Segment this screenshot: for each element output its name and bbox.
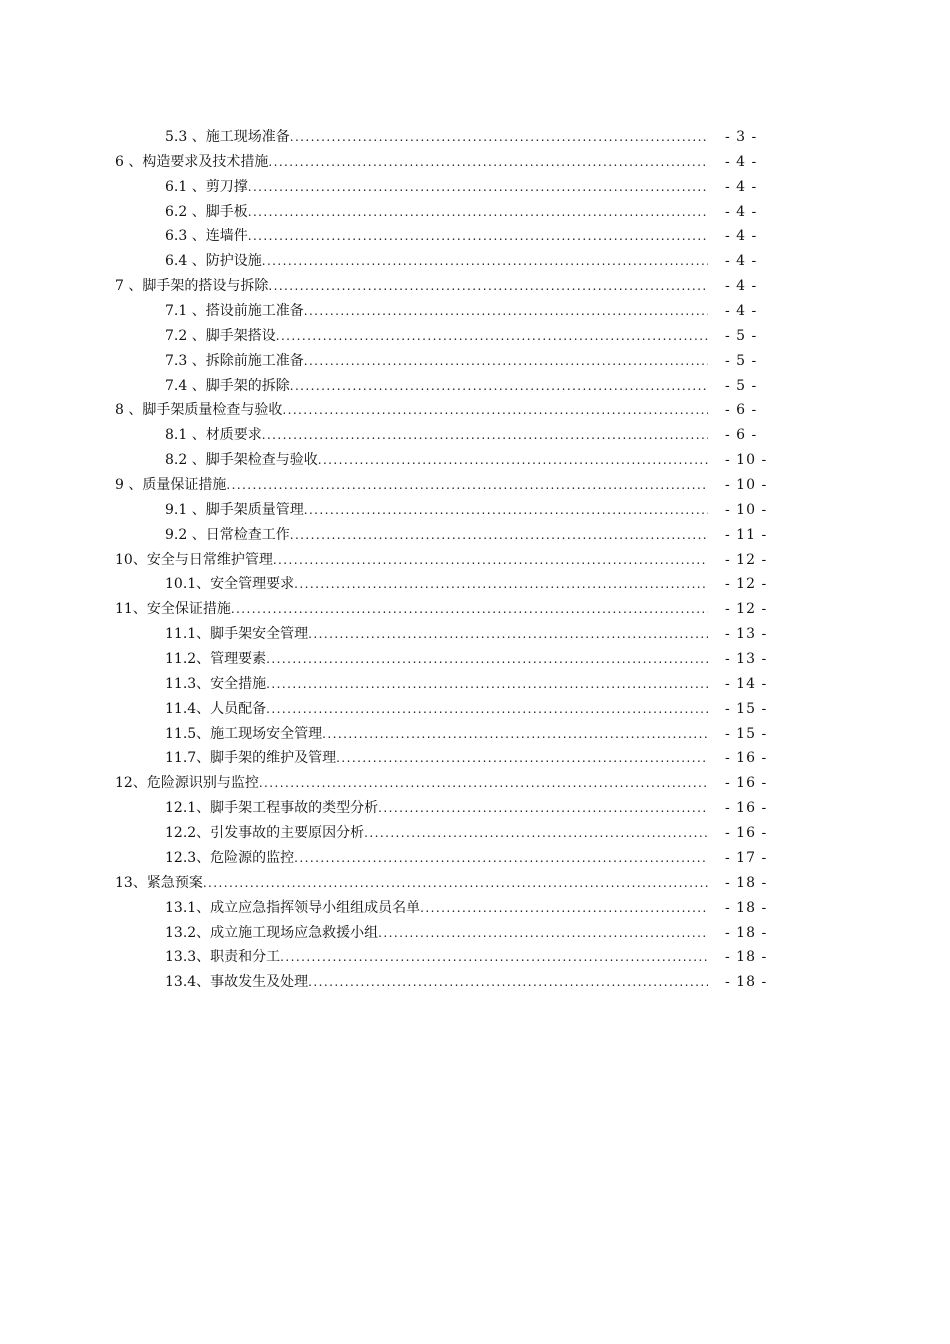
toc-entry[interactable] (0, 473, 950, 498)
toc-entry-page-number: - 6 - (725, 427, 758, 444)
toc-entry-title: 13.2、成立施工现场应急救援小组 . . . (165, 921, 708, 946)
toc-entry-page-number: - 16 - (725, 750, 768, 767)
toc-entry-title: 6.2 、脚手板 . . . (165, 200, 708, 225)
toc-entry-page-number: - 17 - (725, 849, 768, 866)
toc-entry-page-number: - 12 - (725, 576, 768, 593)
toc-entry-page-number: - 3 - (725, 129, 758, 145)
toc-entry-title: 13.4、事故发生及处理 . . . (165, 970, 708, 995)
toc-entry-title: 7.2 、脚手架搭设 . . . (165, 324, 708, 349)
toc-entry-title: 12.3、危险源的监控 . . . (165, 846, 708, 871)
toc-entry-page-number: - 18 - (725, 949, 768, 966)
toc-entry-title: 6 、构造要求及技术措施 . . . (115, 150, 708, 175)
toc-entry[interactable] (0, 896, 950, 921)
toc-entry[interactable] (0, 921, 950, 946)
toc-entry-page-number: - 16 - (725, 800, 768, 817)
toc-entry[interactable] (0, 945, 950, 970)
toc-entry[interactable] (0, 175, 950, 200)
toc-entry-title: 11.3、安全措施 . . . (165, 672, 708, 697)
toc-entry-page-number: - 12 - (725, 551, 768, 568)
toc-entry-title: 13.1、成立应急指挥领导小组组成员名单 . . . (165, 896, 708, 921)
toc-entry-page-number: - 4 - (725, 278, 758, 295)
toc-entry-title: 11.5、施工现场安全管理 . . . (165, 722, 708, 747)
toc-entry[interactable] (0, 821, 950, 846)
toc-entry-title: 11、安全保证措施 . . . (115, 597, 708, 622)
toc-entry[interactable] (0, 224, 950, 249)
toc-entry[interactable] (0, 423, 950, 448)
toc-entry-title: 8 、脚手架质量检查与验收 . . . (115, 398, 708, 423)
toc-entry-title: 7.4 、脚手架的拆除 . . . (165, 374, 708, 399)
toc-entry-page-number: - 15 - (725, 700, 768, 717)
toc-entry-page-number: - 13 - (725, 626, 768, 643)
toc-entry[interactable] (0, 846, 950, 871)
toc-entry[interactable] (0, 398, 950, 423)
toc-entry[interactable] (0, 572, 950, 597)
toc-entry-page-number: - 4 - (725, 178, 758, 195)
toc-entry[interactable] (0, 125, 950, 150)
toc-entry-title: 12、危险源识别与监控 . . . (115, 771, 708, 796)
toc-entry[interactable] (0, 622, 950, 647)
toc-entry-page-number: - 14 - (725, 675, 768, 692)
toc-entry-title: 10、安全与日常维护管理 . . . (115, 548, 708, 573)
toc-entry-page-number: - 5 - (725, 377, 758, 394)
toc-entry[interactable] (0, 548, 950, 573)
toc-entry[interactable] (0, 249, 950, 274)
toc-entry-page-number: - 10 - (725, 452, 768, 469)
toc-entry-title: 13.3、职责和分工 . . . (165, 945, 708, 970)
toc-entry-title: 8.1 、材质要求 . . . (165, 423, 708, 448)
toc-entry[interactable] (0, 374, 950, 399)
toc-entry[interactable] (0, 771, 950, 796)
toc-entry-page-number: - 5 - (725, 327, 758, 344)
toc-entry-page-number: - 16 - (725, 825, 768, 842)
toc-entry-page-number: - 4 - (725, 203, 758, 220)
toc-entry-title: 10.1、安全管理要求 . . . (165, 572, 708, 597)
toc-entry-title: 12.1、脚手架工程事故的类型分析 . . . (165, 796, 708, 821)
toc-entry-page-number: - 11 - (725, 526, 768, 543)
toc-entry[interactable] (0, 697, 950, 722)
table-of-contents (0, 125, 950, 995)
toc-entry-title: 11.7、脚手架的维护及管理 . . . (165, 746, 708, 771)
toc-entry[interactable] (0, 970, 950, 995)
toc-entry-page-number: - 4 - (725, 153, 758, 170)
toc-entry[interactable] (0, 746, 950, 771)
toc-entry-page-number: - 4 - (725, 303, 758, 320)
toc-entry[interactable] (0, 200, 950, 225)
toc-entry-page-number: - 15 - (725, 725, 768, 742)
toc-entry-page-number: - 12 - (725, 601, 768, 618)
toc-entry-title: 7.3 、拆除前施工准备 . . . (165, 349, 708, 374)
toc-entry-page-number: - 5 - (725, 352, 758, 369)
toc-entry[interactable] (0, 349, 950, 374)
toc-entry-title: 13、紧急预案 . . . (115, 871, 708, 896)
toc-entry[interactable] (0, 597, 950, 622)
toc-entry-title: 12.2、引发事故的主要原因分析 . . . (165, 821, 708, 846)
toc-entry-page-number: - 18 - (725, 974, 768, 991)
toc-entry-title: 9 、质量保证措施 . . . (115, 473, 708, 498)
toc-entry-title: 7.1 、搭设前施工准备 . . . (165, 299, 708, 324)
toc-entry-page-number: - 18 - (725, 899, 768, 916)
toc-entry[interactable] (0, 672, 950, 697)
toc-entry-page-number: - 6 - (725, 402, 758, 419)
toc-entry-page-number: - 4 - (725, 253, 758, 270)
toc-entry-page-number: - 13 - (725, 651, 768, 668)
toc-entry-title: 6.3 、连墙件 . . . (165, 224, 708, 249)
toc-entry[interactable] (0, 448, 950, 473)
toc-entry-page-number: - 10 - (725, 501, 768, 518)
toc-entry[interactable] (0, 523, 950, 548)
toc-entry-page-number: - 18 - (725, 924, 768, 941)
toc-entry-page-number: - 16 - (725, 775, 768, 792)
toc-entry[interactable] (0, 150, 950, 175)
toc-entry-title: 11.1、脚手架安全管理 . . . (165, 622, 708, 647)
toc-entry[interactable] (0, 871, 950, 896)
toc-entry[interactable] (0, 647, 950, 672)
toc-entry-title: 9.2 、日常检查工作 . . . (165, 523, 708, 548)
toc-entry-page-number: - 10 - (725, 477, 768, 494)
toc-entry[interactable] (0, 324, 950, 349)
toc-entry[interactable] (0, 498, 950, 523)
toc-entry-title: 6.4 、防护设施 . . . (165, 249, 708, 274)
toc-entry[interactable] (0, 274, 950, 299)
toc-entry[interactable] (0, 722, 950, 747)
toc-entry-page-number: - 18 - (725, 874, 768, 891)
toc-entry-page-number: - 4 - (725, 228, 758, 245)
toc-entry[interactable] (0, 299, 950, 324)
toc-entry-title: 7 、脚手架的搭设与拆除 . . . (115, 274, 708, 299)
toc-entry-title: 9.1 、脚手架质量管理 . . . (165, 498, 708, 523)
toc-entry-title: 5.3 、施工现场准备 . . . (165, 125, 708, 150)
toc-entry-title: 6.1 、剪刀撑 . . . (165, 175, 708, 200)
toc-entry-title: 11.2、管理要素 . . . (165, 647, 708, 672)
toc-entry[interactable] (0, 796, 950, 821)
toc-entry-title: 8.2 、脚手架检查与验收 . . . (165, 448, 708, 473)
toc-entry-title: 11.4、人员配备 . . . (165, 697, 708, 722)
